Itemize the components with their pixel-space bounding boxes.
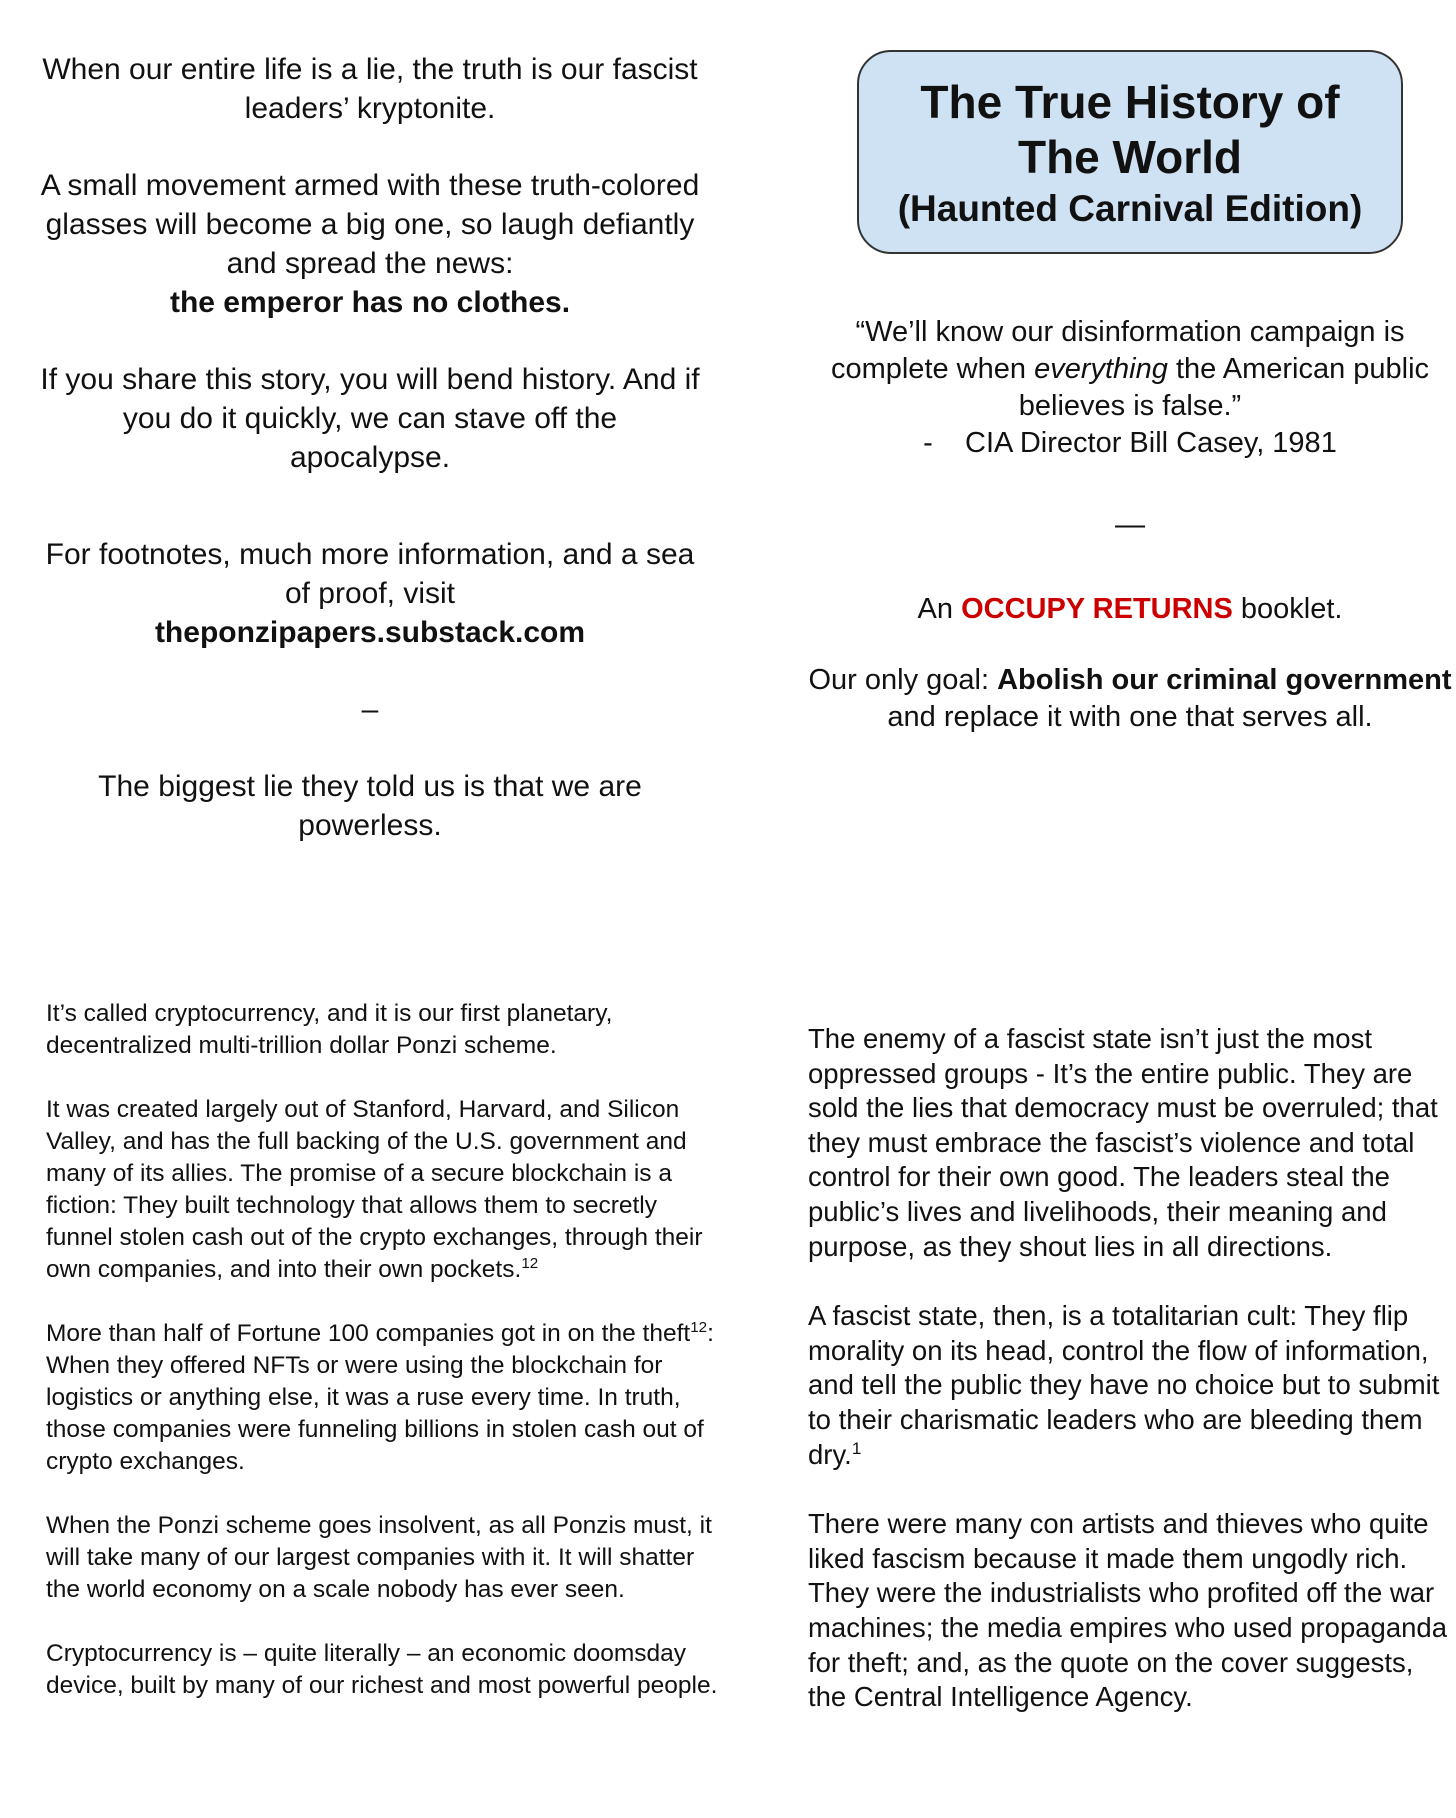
con-artists-paragraph: There were many con artists and thieves who quite liked fascism because it made them ungodly rich. They were the industrialists who profited off the war machines; the media empires who used propaganda for theft; and, as the quote on the cover suggests, the Central Intelligence Agency.	[808, 1508, 1447, 1713]
movement-text: A small movement armed with these truth-colored glasses will become a big one, so laugh defiantly and spread the news:	[40, 169, 700, 280]
fortune-text-a: More than half of Fortune 100 companies got in on the theft	[46, 1320, 691, 1347]
back-cover-panel	[40, 50, 700, 845]
insolvent-paragraph: When the Ponzi scheme goes insolvent, as all Ponzis must, it will take many of our largest companies with it. It will shatter the world economy on a scale nobody has ever seen.	[46, 1512, 712, 1603]
crypto-origin-paragraph	[46, 1094, 726, 1286]
share-paragraph: If you share this story, you will bend history. And if you do it quickly, we can stave off the apocalypse.	[40, 363, 700, 474]
doomsday-paragraph: Cryptocurrency is – quite literally – an economic doomsday device, built by many of our richest and most powerful people.	[46, 1640, 718, 1699]
edition-subtitle: (Haunted Carnival Edition)	[897, 188, 1363, 229]
goal-pre: Our only goal:	[808, 664, 990, 696]
crypto-intro-paragraph: It’s called cryptocurrency, and it is our first planetary, decentralized multi-trillion dollar Ponzi scheme.	[46, 1000, 613, 1059]
cult-text: A fascist state, then, is a totalitarian cult: They flip morality on its head, control the flow of information, and tell the public they have no choice but to submit to their charismatic leaders who are bleeding them dry.	[808, 1300, 1440, 1470]
front-cover-panel	[800, 50, 1456, 736]
crypto-origin-text: It was created largely out of Stanford, Harvard, and Silicon Valley, and has the full backing of the U.S. government and many of its allies. The promise of a secure blockchain is a fiction: They built technology that allows them to secretly funnel stolen cash out of the crypto exchanges, through their own companies, and into their own pockets.	[46, 1096, 703, 1283]
goal-bold: Abolish our criminal government	[997, 664, 1452, 696]
quote-emphasis: everything	[1034, 353, 1168, 385]
quote-attribution: - CIA Director Bill Casey, 1981	[923, 427, 1337, 459]
fortune-text-b: : When they offered NFTs or were using the blockchain for logistics or anything else, it was a ruse every time. In truth, those companies were funneling billions in stolen cash out of crypto exchanges.	[46, 1320, 714, 1475]
title-box	[857, 50, 1403, 254]
fortune-paragraph	[46, 1318, 726, 1478]
quote-part-a: “We’ll know our disinformation campaign is complete when	[830, 316, 1405, 385]
em-dash-divider: —	[1115, 508, 1145, 541]
footnotes-paragraph	[40, 535, 700, 652]
movement-paragraph	[40, 166, 700, 322]
crypto-panel	[46, 998, 726, 1702]
occupy-returns-brand: OCCUPY RETURNS	[961, 593, 1233, 625]
powerless-paragraph: The biggest lie they told us is that we are powerless.	[98, 770, 642, 842]
enemy-paragraph: The enemy of a fascist state isn’t just the most oppressed groups - It’s the entire public. They are sold the lies that democracy must be overruled; that they must embrace the fascist’s violence and total control for their own good. The leaders steal the public’s lives and livelihoods, their meaning and purpose, as they shout lies in all directions.	[808, 1023, 1438, 1262]
booklet-pre: An	[917, 593, 953, 625]
title-line-2: The World	[1017, 131, 1243, 183]
footnote-ref: 12	[521, 1254, 539, 1272]
footnote-ref: 1	[851, 1438, 862, 1458]
footnotes-text: For footnotes, much more information, and a sea of proof, visit	[45, 538, 695, 610]
casey-quote	[800, 314, 1456, 462]
booklet-post: booklet.	[1240, 593, 1343, 625]
goal-post: and replace it with one that serves all.	[887, 701, 1373, 733]
footnote-ref: 12	[690, 1318, 708, 1336]
title-line-1: The True History of	[920, 76, 1340, 128]
emperor-line: the emperor has no clothes.	[169, 286, 571, 319]
goal-paragraph	[800, 662, 1456, 736]
booklet-line	[800, 591, 1456, 628]
fascism-panel	[808, 1022, 1448, 1715]
substack-url[interactable]: theponzipapers.substack.com	[154, 616, 586, 649]
section-dash: –	[361, 693, 379, 726]
cult-paragraph	[808, 1299, 1448, 1472]
quote-part-b: the American public believes is false.”	[1018, 353, 1430, 422]
kryptonite-paragraph: When our entire life is a lie, the truth is our fascist leaders’ kryptonite.	[42, 53, 698, 125]
